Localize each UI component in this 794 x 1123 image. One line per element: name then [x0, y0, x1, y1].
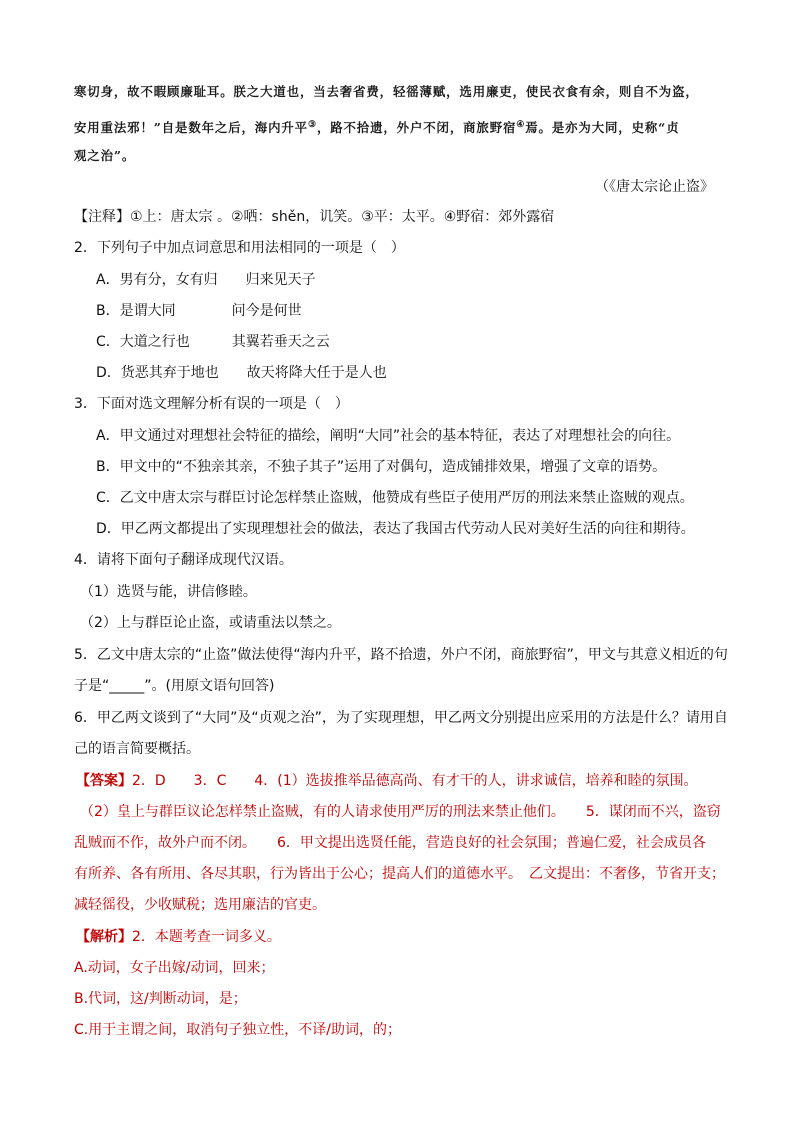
- analysis-label: 【解析】: [76, 929, 132, 945]
- analysis-item-c: C.用于主谓之间，取消句子独立性，不译/助词，的；: [74, 1022, 401, 1038]
- passage-line-2c: 焉。是亦为大同，史称“贞: [525, 120, 680, 136]
- answer-line-1: [76, 771, 698, 791]
- q6-line-2: 己的语言简要概括。: [74, 741, 200, 757]
- q2-option-c: C．大道之行也 其翼若垂天之云: [96, 334, 330, 350]
- q2-stem: 2．下列句子中加点词意思和用法相同的一项是（ ）: [74, 240, 405, 256]
- footnote-mark-4: ④: [516, 120, 526, 130]
- q5-line-1: 5．乙文中唐太宗的“止盗”做法使得“海内升平，路不拾遗，外户不闭，商旅野宿”，甲文与其意义相近的句: [74, 647, 728, 663]
- q3-option-d: D．甲乙两文都提出了实现理想社会的做法，表达了我国古代劳动人民对美好生活的向往和期待。: [96, 521, 695, 537]
- q6-line-1: 6．甲乙两文谈到了“大同”及“贞观之治”，为了实现理想，甲乙两文分别提出应采用的方法是什么？请用自: [74, 710, 728, 726]
- q3-option-a: A．甲文通过对理想社会特征的描绘，阐明“大同”社会的基本特征，表达了对理想社会的向往。: [96, 428, 681, 444]
- q2-option-d: D．货恶其弃于地也 故天将降大任于是人也: [96, 365, 387, 381]
- analysis-text-1: 2．本题考查一词多义。: [132, 929, 281, 945]
- answer-line-2: （2）皇上与群臣议论怎样禁止盗贼，有的人请求使用严厉的刑法来禁止他们。 5．谋闭而不兴，盗窃: [80, 804, 721, 820]
- passage-line-3: 观之治”。: [74, 148, 136, 163]
- passage-source: （《唐太宗论止盗》: [595, 179, 714, 195]
- footnote-mark-3: ③: [307, 120, 317, 130]
- answer-line-3: 乱贼而不作，故外户而不闭。 6．甲文提出选贤任能，营造良好的社会氛围；普遍仁爱，社会成员各: [74, 835, 706, 851]
- answer-line-4: 有所养、各有所用、各尽其职，行为皆出于公心；提高人们的道德水平。 乙文提出：不奢侈，节省开支；: [74, 866, 725, 882]
- passage-line-1: 寒切身，故不暇顾廉耻耳。朕之大道也，当去奢省费，轻徭薄赋，选用廉吏，使民衣食有余，则自不为盗，: [74, 84, 699, 99]
- passage-line-2a: 安用重法邪！”自是数年之后，海内升平: [74, 120, 308, 136]
- q2-option-a: A．男有分，女有归 归来见天子: [96, 272, 316, 288]
- passage-line-2b: ，路不拾遗，外户不闭，商旅野宿: [316, 120, 517, 136]
- q4-item-1: （1）选贤与能，讲信修睦。: [80, 584, 257, 600]
- q3-option-b: B．甲文中的“不独亲其亲，不独子其子”运用了对偶句，造成铺排效果，增强了文章的语势。: [96, 459, 667, 475]
- q3-stem: 3．下面对选文理解分析有误的一项是（ ）: [74, 396, 349, 412]
- answer-text-1: 2．D 3．C 4．(1）选拔推举品德高尚、有才干的人，讲求诚信，培养和睦的氛围。: [132, 773, 698, 789]
- analysis-item-b: B.代词，这/判断动词，是；: [74, 991, 247, 1007]
- analysis-item-a: A.动词，女子出嫁/动词，回来；: [74, 960, 275, 976]
- q3-option-c: C．乙文中唐太宗与群臣讨论怎样禁止盗贼，他赞成有些臣子使用严厉的刑法来禁止盗贼的观点。: [96, 490, 694, 506]
- notes: 【注释】①上：唐太宗 。②哂：shěn，讥笑。③平：太平。④野宿：郊外露宿: [74, 209, 555, 225]
- answer-label: 【答案】: [76, 773, 132, 789]
- analysis-line-1: [76, 927, 281, 947]
- q4-item-2: （2）上与群臣论止盗，或请重法以禁之。: [80, 615, 341, 631]
- q2-option-b: B．是谓大同 问今是何世: [96, 303, 302, 319]
- q4-stem: 4．请将下面句子翻译成现代汉语。: [74, 552, 293, 568]
- answer-line-5: 减轻徭役，少收赋税；选用廉洁的官吏。: [74, 897, 326, 913]
- q5-line-2: 子是“_____”。(用原文语句回答): [74, 678, 275, 694]
- passage-line-2: [74, 115, 680, 138]
